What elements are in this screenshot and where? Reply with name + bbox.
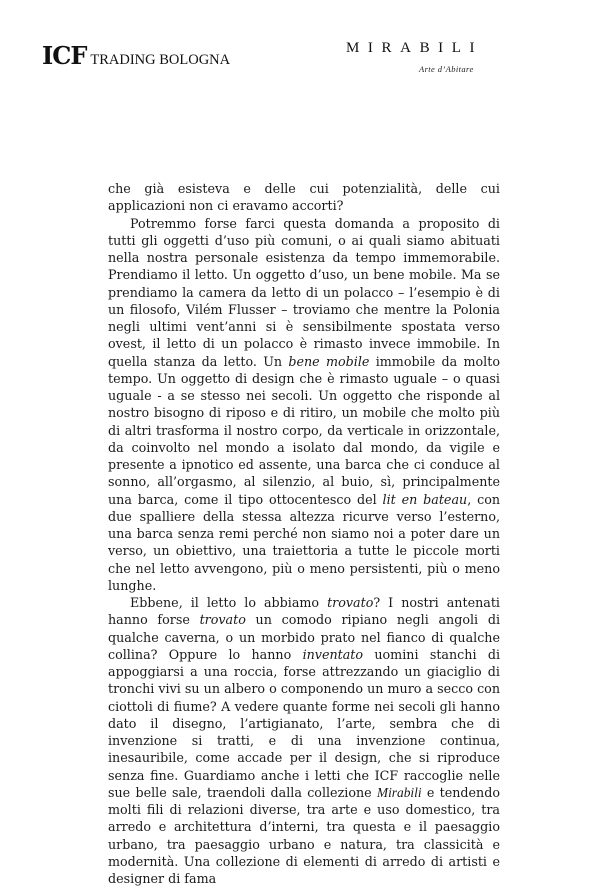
text-run: Potremmo forse farci questa domanda a proposito di tutti gli oggetti d’uso più comuni, o ai quali siamo abituati nella nostra personale esistenza da tempo immemorabile. Prendiamo il letto. Un oggetto d’uso, un bene mobile. Ma se prendiamo la camera da letto di un polacco – l’esempio è di un filosofo, Vilém Flusser – troviamo che mentre la Polonia negli ultimi vent’anni si è sensibilmente spostata verso ovest, il letto di un polacco è rimasto invece immobile. In quella stanza da letto. Un	[108, 215, 500, 369]
italic-run: bene mobile	[288, 353, 370, 369]
mirabili-wordmark: MIRABILI	[346, 40, 484, 56]
italic-run: Mirabili	[376, 784, 422, 800]
text-run: che già esisteva e delle cui potenzialità, delle cui applicazioni non ci eravamo accorti?	[108, 181, 500, 214]
text-run: Ebbene, il letto lo abbiamo	[130, 595, 328, 610]
italic-run: trovato	[199, 612, 246, 628]
icf-trading-logo	[42, 41, 231, 70]
mirabili-tagline: Arte d’Abitare	[419, 64, 474, 74]
text-run: e tendendo molti fili di relazioni diverse, tra arte e uso domestico, tra arredo e architettura d’interni, tra questa e il paesaggio urbano, tra paesaggio urbano e natura, tra classicità e modernità. Una collezione di elementi di arredo di artisti e designer di fama	[108, 784, 500, 886]
mirabili-logo	[346, 40, 558, 74]
text-run: immobile da molto tempo. Un oggetto di design che è rimasto uguale – o quasi uguale - a se stesso nei secoli. Un oggetto che risponde al nostro bisogno di riposo e di ritiro, un mobile che molto più di altri trasforma il nostro corpo, da verticale in orizzontale, da coinvolto nel mondo a isolato dal mondo, da vigile e presente a ipnotico ed assente, una barca che ci conduce al sonno, all’orgasmo, al silenzio, al buio, sì, principalmente una barca, come il tipo ottocentesco del	[108, 353, 500, 507]
text-run: un comodo ripiano negli angoli di qualche caverna, o un morbido prato nel fianco di qualche collina? Oppure lo hanno	[108, 612, 500, 662]
text-run: , con due spalliere della stessa altezza ricurve verso l’esterno, una barca senza remi perché non siamo noi a poter dare un verso, un obiettivo, una traiettoria a tutte le piccole morti che nel letto avvengono, più o meno persistenti, più o meno lunghe.	[108, 491, 500, 593]
paragraph-1	[108, 180, 500, 215]
paragraph-3	[108, 594, 500, 887]
text-run: uomini stanchi di appoggiarsi a una roccia, forse attrezzando un giaciglio di tronchi vivi su un albero o componendo un muro a secco con ciottoli di fiume? A vedere quante forme nei secoli gli hanno dato il disegno, l’artigianato, l’arte, sembra che di invenzione si tratti, e di una invenzione continua, inesauribile, come accade per il design, che si riproduce senza fine. Guardiamo anche i letti che ICF raccoglie nelle sue belle sale, traendoli dalla collezione	[108, 646, 501, 800]
paragraph-2	[108, 215, 500, 595]
icf-logo-mark: ICF	[42, 41, 87, 70]
italic-run: inventato	[302, 646, 364, 662]
trading-bologna-label: TRADING BOLOGNA	[90, 52, 231, 68]
italic-run: lit en bateau	[382, 491, 468, 507]
body-text	[108, 180, 500, 887]
text-run: ? I nostri antenati hanno forse	[108, 595, 500, 628]
italic-run: trovato	[327, 595, 374, 610]
